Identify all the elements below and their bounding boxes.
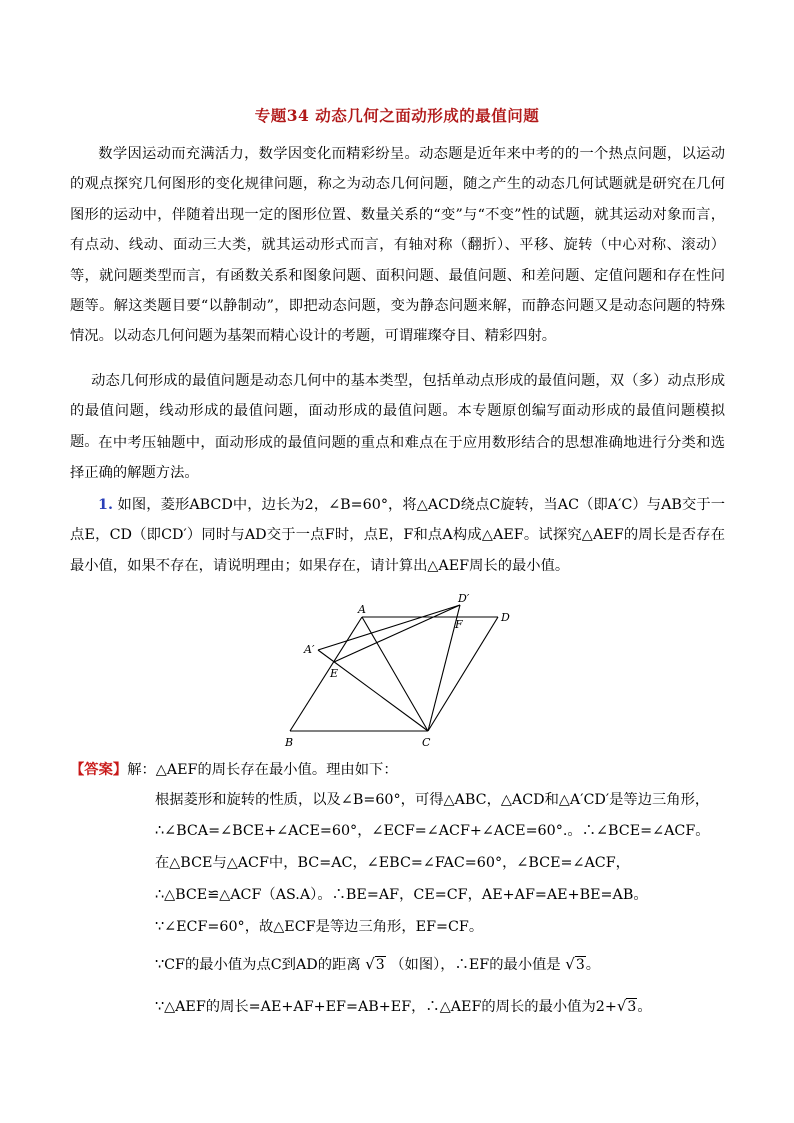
geometry-diagram xyxy=(280,588,520,753)
solution-line-4: ∴△BCE≌△ACF（AS.A）。∴BE=AF，CE=CF，AE+AF=AE+BE=AB。 xyxy=(155,887,648,903)
solution-line-6-mid: （如图），∴EF的最小值是 xyxy=(390,957,561,973)
intro-paragraph-3 xyxy=(70,428,725,489)
intro-paragraph-1 xyxy=(70,139,725,352)
solution-line-6-post: 。 xyxy=(585,957,601,973)
segment-CD xyxy=(428,617,498,731)
label-F: F xyxy=(455,618,463,631)
sqrt-three-3 xyxy=(617,995,637,1018)
question-1 xyxy=(70,490,725,581)
label-C: C xyxy=(422,736,431,749)
rhombus-rotation-figure xyxy=(280,588,520,753)
radicand: 3 xyxy=(627,999,637,1015)
solution-line-1: 根据菱形和旋转的性质，以及∠B=60°，可得△ABC，△ACD和△A′CD′是等边三角形， xyxy=(155,792,710,808)
solution-line-7 xyxy=(155,995,715,1018)
solution-line-7-post: 。 xyxy=(637,999,652,1015)
radicand: 3 xyxy=(375,957,385,973)
sqrt-three-2 xyxy=(565,953,585,976)
segment-A-prime-D-prime xyxy=(318,605,460,650)
solution-line-6-pre: ∵CF的最小值为点C到AD的距离 xyxy=(155,957,361,973)
solution-line-6 xyxy=(155,953,715,976)
answer-lead: 解：△AEF的周长存在最小值。理由如下： xyxy=(127,762,398,778)
label-E: E xyxy=(330,667,339,680)
label-A-prime: A′ xyxy=(304,643,315,656)
label-B: B xyxy=(285,736,294,749)
answer-tag: 【答案】 xyxy=(70,762,128,778)
segment-E-D-prime xyxy=(334,605,460,662)
sqrt-three-1 xyxy=(365,953,385,976)
radical-sign: √ xyxy=(565,955,575,973)
intro-paragraph-2-text: 动态几何形成的最值问题是动态几何中的基本类型，包括单动点形成的最值问题，双（多）动点形成的最值问题，线动形成的最值问题，面动形成的最值问题。本专题原创编写面动形成的最值问题模拟题。 xyxy=(70,373,725,450)
intro-paragraph-3-text: 在中考压轴题中，面动形成的最值问题的重点和难点在于应用数形结合的思想准确地进行分类和选择正确的解题方法。 xyxy=(70,435,725,482)
label-D: D xyxy=(501,611,510,624)
label-A: A xyxy=(358,603,366,616)
radical-sign: √ xyxy=(365,955,375,973)
question-text: 如图，菱形ABCD中，边长为2，∠B=60°，将△ACD绕点C旋转，当AC（即A′C）与AB交于一点E，CD（即CD′）同时与AD交于一点F时，点E，F和点A构成△AEF。试探究△AEF的周长是否存在最小值，如果不存在，请说明理由；如果存在，请计算出△AEF周长的最小值。 xyxy=(70,497,725,574)
radicand: 3 xyxy=(575,957,585,973)
question-number: 1. xyxy=(98,497,113,513)
solution-line-3: 在△BCE与△ACF中，BC=AC，∠EBC=∠FAC=60°，∠BCE=∠ACF， xyxy=(155,855,630,871)
solution-line-2: ∴∠BCA=∠BCE+∠ACE=60°，∠ECF=∠ACF+∠ACE=60°.。∴∠BCE=∠ACF。 xyxy=(155,823,710,839)
intro-paragraph-1-text: 数学因运动而充满活力，数学因变化而精彩纷呈。动态题是近年来中考的的一个热点问题，以运动的观点探究几何图形的变化规律问题，称之为动态几何问题，随之产生的动态几何试题就是研究在几何图形的运动中，伴随着出现一定的图形位置、数量关系的“变”与“不变”性的试题，就其运动对象而言，有点动、线动、面动三大类，就其运动形式而言，有轴对称（翻折）、平移、旋转（中心对称、滚动）等，就问题类型而言，有函数关系和图象问题、面积问题、最值问题、和差问题、定值问题和存在性问题等。解这类题目要“以静制动”，即把动态问题，变为静态问题来解，而静态问题又是动态问题的特殊情况。以动态几何问题为基架而精心设计的考题，可谓璀璨夺目、精彩四射。 xyxy=(70,146,725,345)
solution-line-7-pre: ∵△AEF的周长=AE+AF+EF=AB+EF，∴△AEF的周长的最小值为2+ xyxy=(155,999,617,1015)
solution-line-5: ∵∠ECF=60°，故△ECF是等边三角形，EF=CF。 xyxy=(155,919,484,935)
answer-heading xyxy=(70,757,398,783)
label-D-prime: D′ xyxy=(458,592,470,605)
page-title: 专题34 动态几何之面动形成的最值问题 xyxy=(254,106,540,125)
radical-sign: √ xyxy=(616,997,627,1015)
